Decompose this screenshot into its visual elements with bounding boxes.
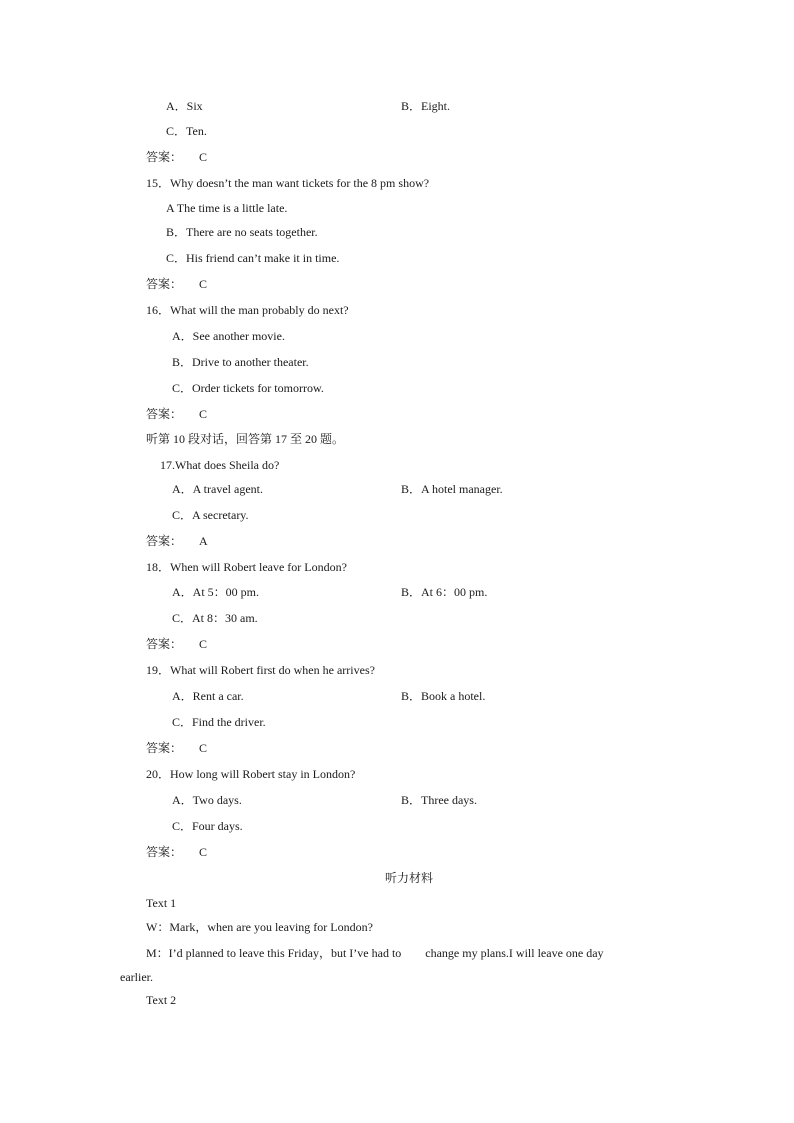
section-instruction: 听第 10 段对话，回答第 17 至 20 题。	[146, 432, 345, 446]
q14-option-a: A．Six	[166, 99, 203, 113]
q15-option-c: C．His friend can’t make it in time.	[166, 251, 340, 265]
q16-answer-label: 答案：	[146, 407, 183, 421]
q20-option-b: B．Three days.	[401, 793, 477, 807]
q15-answer: C	[199, 277, 208, 291]
q18-option-a: A．At 5：00 pm.	[172, 585, 260, 599]
dialogue-m-line-continued: earlier.	[120, 970, 153, 984]
q14-answer: C	[199, 150, 208, 164]
q14-option-c: C．Ten.	[166, 124, 207, 138]
q19-answer: C	[199, 741, 208, 755]
q17-option-c: C．A secretary.	[172, 508, 249, 522]
q19-option-c: C．Find the driver.	[172, 715, 266, 729]
q20-option-a: A．Two days.	[172, 793, 242, 807]
q17-answer-label: 答案：	[146, 534, 183, 548]
q17-option-a: A．A travel agent.	[172, 482, 263, 496]
q16-option-a: A．See another movie.	[172, 329, 285, 343]
q18-answer: C	[199, 637, 208, 651]
q20-answer: C	[199, 845, 208, 859]
q16-answer: C	[199, 407, 208, 421]
q19-option-b: B．Book a hotel.	[401, 689, 486, 703]
q20-option-c: C．Four days.	[172, 819, 243, 833]
text2-title: Text 2	[146, 993, 177, 1007]
q17-option-b: B．A hotel manager.	[401, 482, 503, 496]
q17-answer: A	[199, 534, 208, 548]
q15-question: 15．Why doesn’t the man want tickets for the 8 pm show?	[146, 176, 430, 190]
q15-answer-label: 答案：	[146, 277, 183, 291]
text1-title: Text 1	[146, 896, 177, 910]
q19-option-a: A．Rent a car.	[172, 689, 244, 703]
q18-option-b: B．At 6：00 pm.	[401, 585, 488, 599]
q16-option-b: B．Drive to another theater.	[172, 355, 309, 369]
q14-option-b: B．Eight.	[401, 99, 451, 113]
q16-option-c: C．Order tickets for tomorrow.	[172, 381, 324, 395]
q15-option-b: B．There are no seats together.	[166, 225, 318, 239]
q14-answer-label: 答案：	[146, 150, 183, 164]
dialogue-w-line: W：Mark，when are you leaving for London?	[146, 920, 373, 934]
q17-question: 17.What does Sheila do?	[160, 458, 280, 472]
q15-option-a: A The time is a little late.	[166, 201, 288, 215]
q20-answer-label: 答案：	[146, 845, 183, 859]
q18-question: 18．When will Robert leave for London?	[146, 560, 347, 574]
dialogue-m-line: M：I’d planned to leave this Friday，but I’ve had to change my plans.I will leave one day	[146, 946, 604, 960]
q19-answer-label: 答案：	[146, 741, 183, 755]
q18-option-c: C．At 8：30 am.	[172, 611, 258, 625]
q20-question: 20．How long will Robert stay in London?	[146, 767, 356, 781]
q16-question: 16．What will the man probably do next?	[146, 303, 349, 317]
materials-heading: 听力材料	[385, 871, 434, 885]
q18-answer-label: 答案：	[146, 637, 183, 651]
q19-question: 19．What will Robert first do when he arrives?	[146, 663, 375, 677]
